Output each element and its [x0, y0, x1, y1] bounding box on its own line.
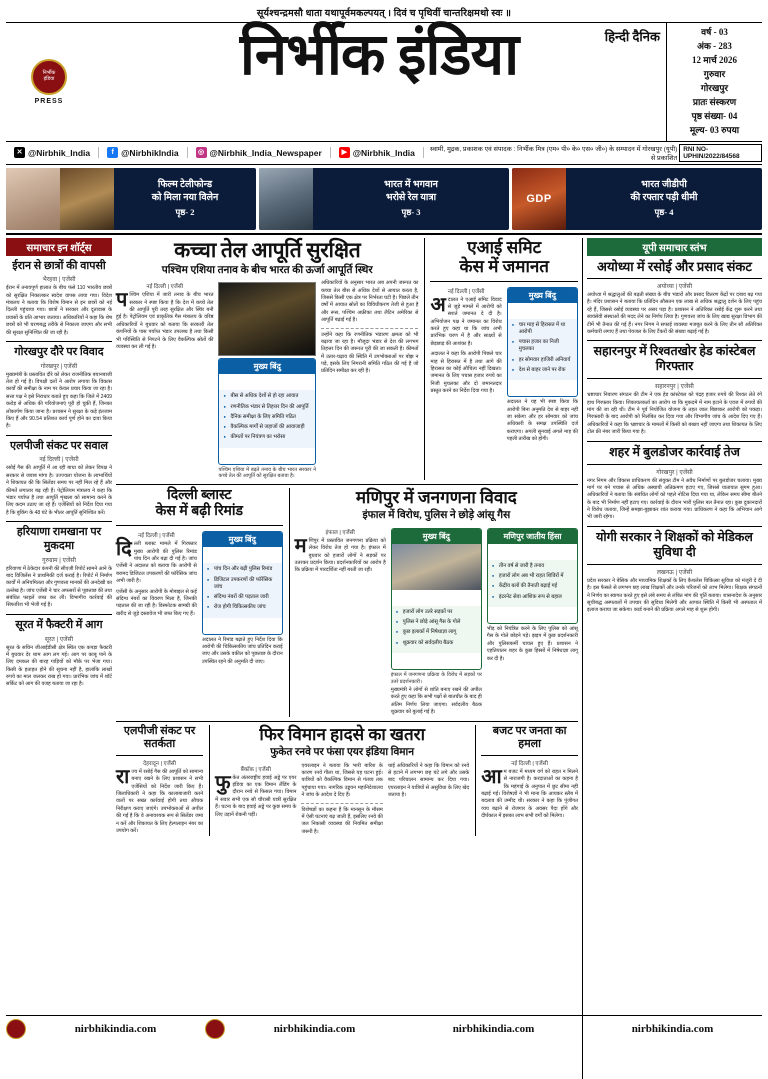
- lead-body-2: अधिकारियों के अनुसार भारत अब अपनी जरूरत का कच्चा तेल बीस से अधिक देशों से आयात करता है, जिससे किसी एक क्षेत्र पर निर्भरता घटी है। पिछले तीन वर्षों में आयात स्रोतों का विविधीकरण तेजी से हुआ है और रूस, पश्चिम अफ्रीका तथा लैटिन अमेरिका से आपूर्ति बढ़ाई गई है।: [320, 280, 419, 324]
- social-link-x[interactable]: [6, 147, 99, 158]
- keypoints-title: मुख्य बिंदु: [508, 288, 577, 303]
- masthead: [6, 22, 762, 142]
- teaser-card[interactable]: [259, 168, 509, 230]
- edition-price: मूल्य- 03 रुपया: [689, 124, 740, 135]
- keypoints-title: मुख्य बिंदु: [203, 532, 282, 547]
- keypoint-item: ● संदिग्ध नंबरों की पड़ताल जारी: [207, 594, 278, 601]
- manipur-sidebox: [487, 528, 578, 624]
- fifth-dateline: बैंकॉक | एजेंसी: [240, 766, 271, 773]
- lead-dateline: नई दिल्ली | एजेंसी: [146, 284, 184, 291]
- brief-dateline: गुरुग्राम | एजेंसी: [42, 557, 76, 564]
- social-strip: [6, 142, 762, 165]
- sidebox-item: ● हजारों लोग अब भी राहत शिविरों में: [492, 573, 573, 580]
- brief-headline: सूरत में फैक्टरी में आग: [15, 618, 103, 631]
- keypoint-item: ● हर सोमवार हाजिरी अनिवार्य: [512, 357, 573, 364]
- second-headline-line2[interactable]: केस में जमानत: [459, 257, 549, 277]
- gdp-chart-image: [512, 168, 566, 230]
- edition-year: वर्ष - 03: [701, 27, 728, 37]
- seventh-body: आम बजट में मध्यम वर्ग को राहत न मिलने से नाराजगी है। करदाताओं का कहना है कि महंगाई के अनुपात में छूट सीमा नहीं बढ़ाई गई। विशेषज्ञों ने भी माना कि आयकर स्लैब में बदलाव की उम्मीद थी। सरकार ने कहा कि पूंजीगत व्यय बढ़ाने से रोजगार के अवसर पैदा होंगे और दीर्घकाल में इसका लाभ सभी वर्गों को मिलेगा।: [481, 765, 578, 820]
- youtube-icon: ▶: [339, 147, 350, 158]
- fourth-body-1: मणिपुर में प्रस्तावित जनगणना प्रक्रिया को लेकर विरोध तेज हो गया है। इंफाल में बुधवार को हजारों लोगों ने सड़कों पर उतरकर प्रदर्शन किया। प्रदर्शनकारियों का आरोप है कि प्रक्रिया में पारदर्शिता नहीं बरती जा रही।: [294, 534, 386, 574]
- footer-website[interactable]: nirbhikindia.com: [74, 1022, 157, 1035]
- fifth-headline[interactable]: फिर विमान हादसे का खतरा: [259, 724, 425, 744]
- brief-headline: गोरखपुर दौरे पर विवाद: [14, 345, 104, 358]
- brief-item[interactable]: [6, 260, 112, 337]
- right-dateline: गोरखपुर | एजेंसी: [656, 469, 693, 476]
- press-label: PRESS: [34, 97, 64, 105]
- third-headline-line1[interactable]: दिल्ली ब्लास्ट: [167, 487, 232, 503]
- right-headline: अयोध्या में रसोई और प्रसाद संकट: [597, 258, 752, 274]
- keypoint-item: ● कुछ इलाकों में निषेधाज्ञा लागू: [396, 629, 477, 636]
- right-article[interactable]: [587, 344, 762, 436]
- teaser-line-1: फिल्म टेलीफोन्ड: [157, 179, 213, 190]
- keypoints-list: [508, 319, 577, 381]
- facebook-icon: f: [107, 147, 118, 158]
- brief-dateline: गोरखपुर | एजेंसी: [40, 363, 78, 370]
- right-dateline: अयोध्या | एजेंसी: [656, 284, 693, 291]
- up-news-column: [582, 238, 762, 1079]
- teaser-bar: [6, 168, 762, 230]
- keypoint-item: ● डिजिटल उपकरणों की फॉरेंसिक जांच: [207, 577, 278, 592]
- footer-website[interactable]: nirbhikindia.com: [273, 1022, 356, 1035]
- social-link-youtube[interactable]: [331, 147, 424, 158]
- main-news-column: [116, 238, 578, 1079]
- third-keypoints-box: [202, 531, 283, 634]
- edition-city: गोरखपुर: [700, 82, 729, 93]
- keypoints-list: [203, 563, 282, 617]
- fifth-body-3: विशेषज्ञों का कहना है कि मानसून के मौसम में ऐसी घटनाएं बढ़ जाती हैं, इसलिए रनवे की जल निकासी व्यवस्था की नियमित समीक्षा जरूरी है।: [301, 806, 383, 835]
- right-body: नगर निगम और विकास प्राधिकरण की संयुक्त टीम ने अवैध निर्माणों पर बुलडोजर चलाया। मुख्य मार्ग पर बने पचास से अधिक अस्थायी अतिक्रमण हटाए गए, जिससे यातायात सुगम हुआ। अधिकारियों ने बताया कि संबंधित लोगों को पहले नोटिस दिया गया था, लेकिन समय सीमा बीतने के बाद भी निर्माण नहीं हटाए गए। कार्रवाई के दौरान भारी पुलिस बल तैनात रहा। कुछ दुकानदारों ने विरोध जताया, जिन्हें समझा-बुझाकर शांत कराया गया। प्राधिकरण ने कहा कि अभियान आगे भी जारी रहेगा।: [587, 477, 762, 521]
- keypoint-item: ● वैकल्पिक मार्गों से जहाजों की आवाजाही: [223, 424, 310, 431]
- x-icon: ✕: [14, 147, 25, 158]
- brief-dateline: भैरहवा | एजेंसी: [42, 277, 76, 284]
- teaser-line-2: को मिला नया विलेन: [151, 192, 219, 203]
- instagram-icon: ◎: [196, 147, 207, 158]
- social-link-facebook[interactable]: [99, 147, 187, 158]
- sixth-body: राज्य में रसोई गैस की आपूर्ति को सामान्य बनाए रखने के लिए प्रशासन ने सभी एजेंसियों को निर्देश जारी किए हैं। जिलाधिकारी ने कहा कि कालाबाजारी करने वालों पर सख्त कार्रवाई होगी तथा औचक निरीक्षण कराए जाएंगे। उपभोक्ताओं से अपील की गई है कि वे अनावश्यक रूप से सिलेंडर जमा न करें और शिकायत के लिए हेल्पलाइन नंबर का उपयोग करें।: [116, 765, 204, 834]
- lead-body-3: उन्होंने कहा कि रणनीतिक भंडारण क्षमता को भी बढ़ाया जा रहा है। मौजूदा भंडार से देश की लगभग तिहत्तर दिन की जरूरत पूरी की जा सकती है। कीमतों में उतार-चढ़ाव की स्थिति में उपभोक्ताओं पर बोझ न पड़े, इसके लिए निगरानी समिति गठित की गई है जो प्रतिदिन समीक्षा कर रही है।: [320, 331, 419, 375]
- right-dateline: लखनऊ | एजेंसी: [656, 569, 693, 576]
- teaser-text: [114, 168, 256, 230]
- right-article[interactable]: [587, 259, 762, 337]
- third-body-2: एजेंसी के अनुसार आरोपी के मोबाइल से कई संदिग्ध नंबरों का विवरण मिला है, जिनकी पड़ताल की जा रही है। विस्फोटक सामग्री की खरीद से जुड़े दस्तावेज भी जब्त किए गए हैं।: [116, 588, 197, 617]
- teaser-page-ref: पृष्ठ- 2: [175, 206, 195, 217]
- brief-item[interactable]: [6, 346, 112, 431]
- brief-headline: एलपीजी संकट पर सवाल: [10, 439, 108, 452]
- third-body-3: अदालत ने रिमांड बढ़ाते हुए निर्देश दिया कि आरोपी की चिकित्सकीय जांच प्रतिदिन कराई जाए और उसके वकील को पूछताछ के दौरान उपस्थित रहने की अनुमति दी जाए।: [201, 636, 283, 665]
- brief-item[interactable]: [6, 619, 112, 689]
- page-title: निर्भीक इंडिया: [239, 22, 519, 87]
- fifth-subhead: फुकेत रनवे पर फंसा एयर इंडिया विमान: [270, 747, 415, 759]
- sidebox-item: ● इंटरनेट सेवा आंशिक रूप से बहाल: [492, 594, 573, 601]
- keypoints-title: मुख्य बिंदु: [392, 529, 481, 544]
- edition-pages: पृष्ठ संख्या- 04: [691, 110, 738, 121]
- teaser-text: [313, 168, 509, 230]
- brief-dateline: नई दिल्ली | एजेंसी: [39, 457, 79, 464]
- footer-website[interactable]: nirbhikindia.com: [631, 1022, 714, 1035]
- keypoint-item: ● रोज होगी चिकित्सकीय जांच: [207, 604, 278, 611]
- edition-info: [666, 23, 762, 141]
- teaser-text: [566, 168, 762, 230]
- right-headline: सहारनपुर में रिश्वतखोर हेड कांस्टेबल गिरफ्तार: [593, 344, 756, 374]
- second-body-1: अदालत ने एआई समिट विवाद से जुड़े मामले में आरोपी को सशर्त जमानत दे दी है। अभियोजन पक्ष ने जमानत का विरोध करते हुए कहा था कि जांच अभी प्रारंभिक चरण में है और साक्ष्यों से छेड़छाड़ की आशंका है।: [430, 293, 502, 347]
- third-headline-line2[interactable]: केस में बढ़ी रिमांड: [155, 504, 244, 520]
- keypoint-item: ● पुलिस ने छोड़े आंसू गैस के गोले: [396, 619, 477, 626]
- footer-logo-icon: [205, 1019, 225, 1039]
- edition-type: प्रातः संस्करण: [692, 96, 737, 107]
- second-headline-line1[interactable]: एआई समिट: [467, 237, 542, 257]
- lead-subhead: पश्चिम एशिया तनाव के बीच भारत की ऊर्जा आपूर्ति स्थिर: [161, 264, 373, 276]
- masthead-title-block: [92, 23, 666, 141]
- fourth-headline[interactable]: मणिपुर में जनगणना विवाद: [355, 487, 517, 507]
- sidebox-list: [488, 560, 577, 607]
- fifth-body-4: थाई अधिकारियों ने कहा कि विमान को रनवे से हटाने में लगभग छह घंटे लगे और उसके बाद परिचालन सामान्य कर दिया गया। एयरलाइन ने यात्रियों से असुविधा के लिए खेद जताया है।: [387, 762, 470, 799]
- fourth-body-3: मुख्यमंत्री ने लोगों से शांति बनाए रखने की अपील करते हुए कहा कि सभी पक्षों से बातचीत के बाद ही अंतिम निर्णय लिया जाएगा। सर्वदलीय बैठक शुक्रवार को बुलाई गई है।: [390, 687, 482, 716]
- keypoint-item: ● दैनिक समीक्षा के लिए समिति गठित: [223, 414, 310, 421]
- keypoints-list: [219, 390, 314, 447]
- social-handle: @Nirbhik_India_Newspaper: [209, 147, 322, 158]
- portrait-image: [6, 168, 60, 230]
- seventh-dateline: नई दिल्ली | एजेंसी: [511, 760, 548, 767]
- railway-track-image: [259, 168, 313, 230]
- section-header-up-news: यूपी समाचार स्तंभ: [587, 238, 762, 256]
- keypoints-title: मुख्य बिंदु: [219, 359, 314, 374]
- fourth-body-2: भीड़ को नियंत्रित करने के लिए पुलिस को आंसू गैस के गोले छोड़ने पड़े। झड़प में कुछ प्रदर्शनकारी और पुलिसकर्मी घायल हुए हैं। प्रशासन ने एहतियातन शहर के कुछ हिस्सों में निषेधाज्ञा लागू कर दी है।: [486, 626, 578, 662]
- second-dateline: नई दिल्ली | एजेंसी: [447, 288, 485, 295]
- right-body: प्रदेश सरकार ने बेसिक और माध्यमिक शिक्षकों के लिए कैशलेस चिकित्सा सुविधा को मंजूरी दे दी है। इस फैसले से लगभग छह लाख शिक्षकों और उनके परिजनों को लाभ मिलेगा। शिक्षक संगठनों ने निर्णय का स्वागत करते हुए इसे लंबे समय से लंबित मांग की पूर्ति बताया। शासनादेश के अनुसार सूचीबद्ध अस्पतालों में उपचार की सुविधा मिलेगी और आपात स्थिति में किसी भी अस्पताल में इलाज कराया जा सकेगा। कार्ड बनाने की प्रक्रिया अगले माह से शुरू होगी।: [587, 577, 762, 614]
- teaser-card[interactable]: [6, 168, 256, 230]
- keypoint-item: ● चार माह से हिरासत में था आरोपी: [512, 322, 573, 337]
- keypoints-list: [392, 606, 481, 653]
- right-article[interactable]: [587, 445, 762, 522]
- social-handle: @Nirbhik_India: [28, 147, 91, 158]
- fourth-subhead: इंफाल में विरोध, पुलिस ने छोड़े आंसू गैस: [362, 510, 511, 522]
- brief-body: रसोई गैस की आपूर्ति में आ रही बाधा को लेकर विपक्ष ने सरकार से जवाब मांगा है। उज्ज्वला योजना के लाभार्थियों ने शिकायत की कि सिलेंडर समय पर नहीं मिल रहे हैं और कीमतें लगातार बढ़ रही हैं। पेट्रोलियम मंत्रालय ने कहा कि भंडार पर्याप्त है तथा आपूर्ति शृंखला को सामान्य करने के लिए कदम उठाए जा रहे हैं। एजेंसियों को निर्देश दिया गया है कि बुकिंग के 48 घंटे के भीतर आपूर्ति सुनिश्चित करें।: [6, 465, 112, 516]
- sidebox-item: ● तीन वर्ष से जारी है तनाव: [492, 563, 573, 570]
- oil-barrel-pour-image: [218, 282, 315, 356]
- brief-body: मुख्यमंत्री के प्रस्तावित दौरे को लेकर राजनीतिक बयानबाजी तेज हो गई है। विपक्षी दलों ने आरोप लगाया कि विकास कार्यों की समीक्षा के नाम पर केवल प्रचार किया जा रहा है। सत्ता पक्ष ने इसे निराधार बताते हुए कहा कि जिले में 2409 करोड़ से अधिक की परियोजनाएं पूरी हो चुकी हैं, जिनका लोकार्पण किया जाना है। प्रशासन ने सुरक्षा के कड़े इंतजाम किए हैं और 90.54 प्रतिशत कार्य पूर्ण होने का दावा किया है।: [6, 371, 112, 430]
- brief-headline: ईरान से छात्रों की वापसी: [12, 259, 106, 272]
- sidebox-item: ● केंद्रीय बलों की तैनाती बढ़ाई गई: [492, 583, 573, 590]
- teaser-line-2: भरोसे रेल यात्रा: [385, 192, 437, 203]
- keypoint-item: ● पचास हजार का निजी मुचलका: [512, 339, 573, 354]
- keypoint-item: ● हजारों लोग उतरे सड़कों पर: [396, 609, 477, 616]
- third-body-1: दिल्ली ब्लास्ट मामले में गिरफ्तार मुख्य आरोपी की पुलिस रिमांड पांच दिन और बढ़ा दी गई है। जांच एजेंसी ने अदालत को बताया कि आरोपी से बरामद डिजिटल उपकरणों की फॉरेंसिक जांच अभी जारी है।: [116, 538, 197, 585]
- social-link-instagram[interactable]: [188, 147, 331, 158]
- brief-body: ईरान में तनावपूर्ण हालात के बीच फंसे 110 भारतीय छात्रों को सुरक्षित निकालकर स्वदेश वापस लाया गया। विदेश मंत्रालय ने बताया कि विशेष विमान से इन छात्रों को नई दिल्ली पहुंचाया गया। छात्रों ने सरकार और दूतावास के प्रयासों के प्रति आभार जताया। अधिकारियों ने कहा कि शेष छात्रों को भी चरणबद्ध तरीके से निकाला जाएगा और सभी की सुरक्षा सुनिश्चित की जा रही है।: [6, 285, 112, 336]
- brief-item[interactable]: [6, 440, 112, 517]
- social-handle: @NirbhikIndia: [121, 147, 179, 158]
- edition-issue: अंक - 283: [697, 40, 732, 51]
- third-dateline: नई दिल्ली | एजेंसी: [138, 533, 175, 540]
- keypoint-item: ● देश से बाहर जाने पर रोक: [512, 367, 573, 374]
- second-keypoints-box: [507, 287, 578, 398]
- protest-crowd-image: [392, 544, 481, 590]
- fourth-photo-caption: इंफाल में जनगणना प्रक्रिया के विरोध में सड़कों पर उतरे प्रदर्शनकारी।: [390, 672, 482, 685]
- fourth-dateline: इंफाल | एजेंसी: [325, 529, 355, 536]
- fifth-body-1: फुकेत अंतरराष्ट्रीय हवाई अड्डे पर एयर इंडिया का एक विमान लैंडिंग के दौरान रनवे से फिसल गया। विमान में सवार सभी एक सौ चौरासी यात्री सुरक्षित हैं। घटना के बाद हवाई अड्डे पर कुछ समय के लिए उड़ानें रोकनी पड़ीं।: [215, 771, 297, 818]
- keypoint-item: ● बीस से अधिक देशों से हो रहा आयात: [223, 393, 310, 400]
- page-footer: [6, 1015, 762, 1041]
- teaser-line-1: भारत जीडीपी: [641, 179, 687, 190]
- right-dateline: सहारनपुर | एजेंसी: [655, 384, 694, 391]
- right-body: अयोध्या में श्रद्धालुओं की बढ़ती संख्या के बीच भंडारों और प्रसाद वितरण केंद्रों पर दबाव बढ़ गया है। मंदिर प्रशासन ने बताया कि प्रतिदिन औसतन एक लाख से अधिक श्रद्धालु दर्शन के लिए पहुंच रहे हैं, जिससे रसोई व्यवस्था पर असर पड़ा है। प्रशासन ने अतिरिक्त रसोई केंद्र शुरू करने तथा स्वयंसेवी संस्थाओं की मदद लेने का निर्णय लिया है। गुणवत्ता जांच के लिए खाद्य सुरक्षा विभाग की टीमें भी तैनात की गई हैं। नगर निगम ने सफाई व्यवस्था मजबूत करने के लिए तीन सौ अतिरिक्त कर्मचारी लगाए हैं तथा पेयजल के लिए टैंकरों की संख्या बढ़ाई गई है।: [587, 292, 762, 335]
- content-grid: [6, 233, 762, 1079]
- keypoint-item: ● पांच दिन और बढ़ी पुलिस रिमांड: [207, 566, 278, 573]
- keypoint-item: ● कीमतों पर नियंत्रण का भरोसा: [223, 434, 310, 441]
- newspaper-logo-icon: निर्भीक इंडिया: [31, 59, 67, 95]
- right-body: भ्रष्टाचार निवारण संगठन की टीम ने एक हेड कांस्टेबल को पंद्रह हजार रुपये की रिश्वत लेते रंगे हाथ गिरफ्तार किया। शिकायतकर्ता का आरोप था कि मुकदमे में नाम हटाने के एवज में रुपयों की मांग की जा रही थी। टीम ने पूर्व नियोजित योजना के तहत जाल बिछाकर आरोपी को पकड़ा। गिरफ्तारी के बाद आरोपी को निलंबित कर दिया गया और विभागीय जांच के आदेश दिए गए हैं। अधिकारियों ने कहा कि भ्रष्टाचार के मामलों में किसी को बख्शा नहीं जाएगा तथा शिकायत के लिए टोल फ्री नंबर जारी किया गया है।: [587, 392, 762, 436]
- lead-headline[interactable]: कच्चा तेल आपूर्ति सुरक्षित: [174, 237, 361, 262]
- masthead-logo-block: [6, 23, 92, 141]
- brief-body: हरियाणा में ठेकेदार कंपनी की सीएजी रिपोर्ट सामने आने के बाद विजिलेंस ने प्राथमिकी दर्ज कराई है। रिपोर्ट में निर्माण कार्यों में अनियमितता और गुणवत्ता मानकों की अनदेखी का उल्लेख है। जांच एजेंसी ने चार अफसरों से पूछताछ की तथा संबंधित फाइलें जब्त कर लीं। विभागीय कार्रवाई की सिफारिश भी भेजी गई है।: [6, 565, 112, 609]
- sixth-dateline: देहरादून | एजेंसी: [143, 760, 176, 767]
- teaser-page-ref: पृष्ठ- 4: [654, 206, 674, 217]
- sidebox-title: मणिपुर जातीय हिंसा: [488, 529, 577, 544]
- hindi-daily-label: हिन्दी दैनिक: [604, 29, 660, 44]
- seventh-headline[interactable]: बजट पर जनता का हमला: [492, 724, 567, 750]
- teaser-line-2: की रफ्तार पड़ी धीमी: [630, 192, 698, 203]
- teaser-card[interactable]: [512, 168, 762, 230]
- lead-photo-caption: पश्चिम एशिया में बढ़ते तनाव के बीच भारत सरकार ने कच्चे तेल की आपूर्ति को सुरक्षित बताया है।: [218, 466, 316, 480]
- news-in-shorts-column: [6, 238, 112, 1079]
- teaser-page-ref: पृष्ठ- 3: [401, 206, 421, 217]
- social-handle: @Nirbhik_India: [352, 147, 415, 158]
- fifth-body-2: एयरलाइन ने बताया कि भारी बारिश के कारण रनवे गीला था, जिससे यह घटना हुई। यात्रियों को वैकल्पिक विमान से गंतव्य तक पहुंचाया गया। नागरिक उड्डयन महानिदेशालय ने जांच के आदेश दे दिए हैं।: [301, 762, 383, 799]
- publisher-tagline: स्वामी, मुद्रक, प्रकाशक एवं संपादक : निर्भीक मित्र (एम० पी० के० एस० जी०) के सम्पादन में गोरखपुर (यूपी) से प्रकाशित: [429, 145, 678, 162]
- teaser-line-1: भारत में भगवान: [384, 179, 438, 190]
- section-header-shorts: समाचार इन शॉर्ट्स: [6, 238, 112, 256]
- brief-item[interactable]: [6, 526, 112, 610]
- second-body-2: अदालत ने कहा कि आरोपी पिछले चार माह से हिरासत में है तथा आगे की हिरासत का कोई औचित्य नहीं दिखता। जमानत के लिए पचास हजार रुपये का निजी मुचलका और दो जमानतदार प्रस्तुत करने का निर्देश दिया गया है।: [430, 351, 502, 395]
- footer-website[interactable]: nirbhikindia.com: [452, 1022, 535, 1035]
- right-headline: शहर में बुलडोजर कार्रवाई तेज: [609, 444, 740, 459]
- rni-number: RNI NO-UPHIN/2022/84568: [679, 144, 762, 162]
- edition-date: 12 मार्च 2026: [692, 54, 737, 65]
- second-body-3: अदालत ने यह भी स्पष्ट किया कि आरोपी बिना अनुमति देश से बाहर नहीं जा सकेगा और हर सोमवार को जांच अधिकारी के समक्ष उपस्थिति दर्ज कराएगा। अगली सुनवाई अगले माह की पहली तारीख को होगी।: [506, 399, 579, 443]
- fourth-keypoints-box: [391, 528, 482, 670]
- edition-day: गुरुवार: [703, 68, 726, 79]
- sixth-headline[interactable]: एलपीजी संकट पर सतर्कता: [123, 724, 196, 750]
- lead-keypoints-box: [218, 358, 315, 464]
- footer-logo-icon: [6, 1019, 26, 1039]
- lead-body-1: पश्चिम एशिया में जारी तनाव के बीच भारत सरकार ने स्पष्ट किया है कि देश में कच्चे तेल की आपूर्ति पूरी तरह सुरक्षित और स्थिर बनी हुई है। पेट्रोलियम एवं प्राकृतिक गैस मंत्रालय के वरिष्ठ अधिकारियों ने बुधवार को बताया कि सरकारी तेल कंपनियों के पास पर्याप्त भंडार उपलब्ध है तथा किसी भी परिस्थिति से निपटने के लिए वैकल्पिक स्रोतों की व्यवस्था कर ली गई है।: [116, 289, 214, 350]
- keypoint-item: ● रणनीतिक भंडार से तिहत्तर दिन की आपूर्ति: [223, 404, 310, 411]
- brief-headline: हरियाणा रामखाना पर मुकदमा: [16, 526, 102, 552]
- right-headline: योगी सरकार ने शिक्षकों को मेडिकल सुविधा दी: [596, 529, 753, 559]
- sanskrit-shloka: सूर्यश्चन्द्रमसौ धाता यथापूर्वमकल्पयत् । दिवं च पृथिवीं चान्तरिक्षमथो स्वः ॥: [256, 9, 512, 19]
- brief-dateline: सूरत | एजेंसी: [44, 636, 74, 643]
- brief-body: सूरत के सचिन जीआईडीसी क्षेत्र स्थित एक कपड़ा फैक्टरी में बुधवार देर शाम आग लग गई। आग पर काबू पाने के लिए दमकल की बारह गाड़ियों को मौके पर भेजा गया। किसी के हताहत होने की सूचना नहीं है, हालांकि लाखों रुपये का माल जलकर राख हो गया। प्रारंभिक जांच में शॉर्ट सर्किट को आग की वजह बताया जा रहा है।: [6, 644, 112, 688]
- keypoint-item: ● शुक्रवार को सर्वदलीय बैठक: [396, 640, 477, 647]
- right-article[interactable]: [587, 530, 762, 615]
- film-reel-image: [60, 168, 114, 230]
